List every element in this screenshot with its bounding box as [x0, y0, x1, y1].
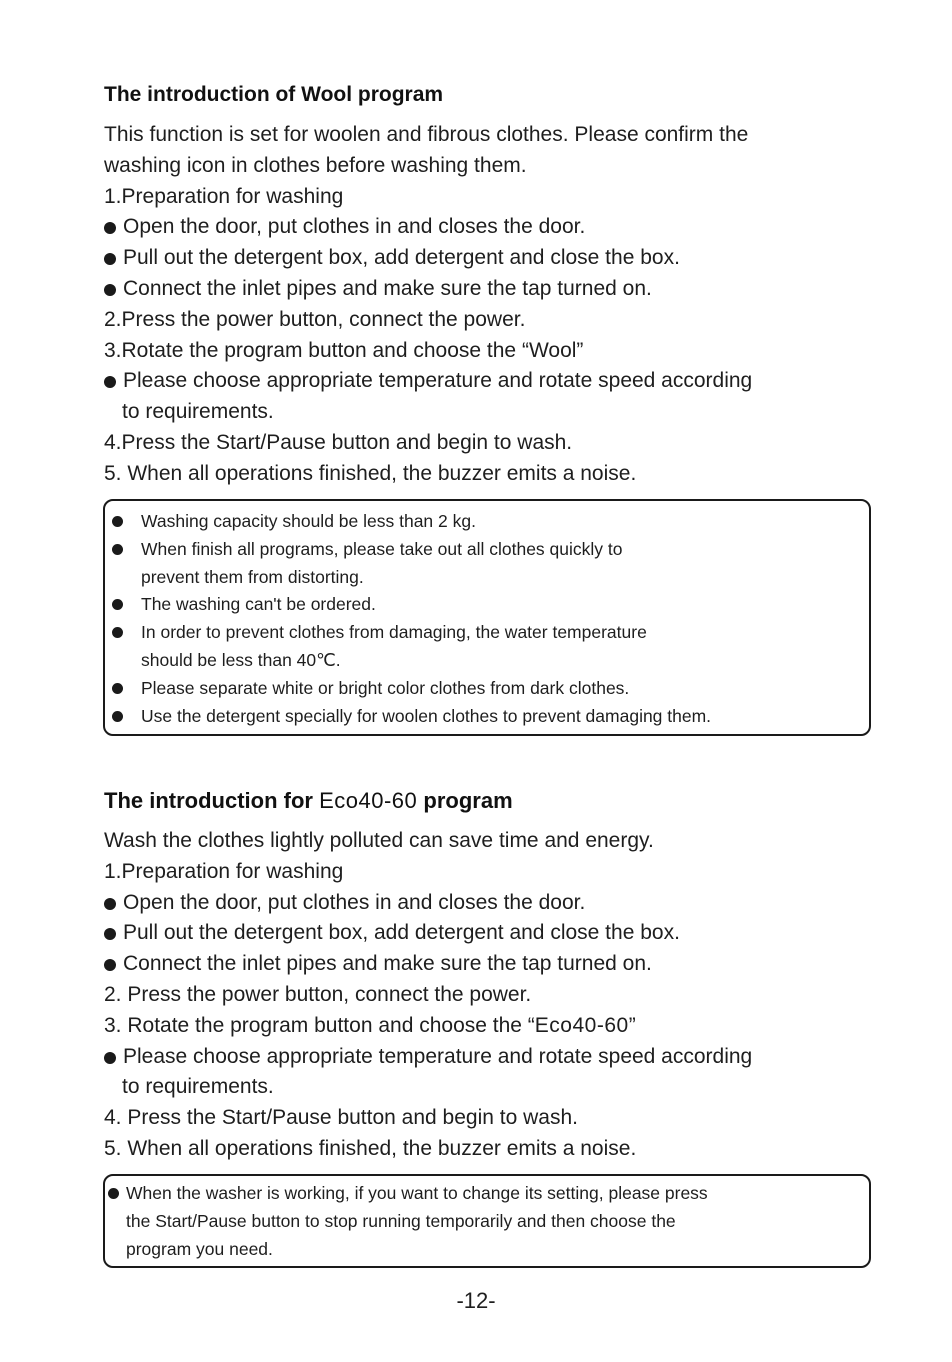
- eco-note-change-setting-cont-2: program you need.: [126, 1238, 273, 1259]
- wool-note-take-out: When finish all programs, please take out all clothes quickly to: [141, 536, 711, 564]
- eco-bullet-temperature-cont: to requirements.: [122, 1075, 274, 1099]
- eco-note-change-setting: When the washer is working, if you want to change its setting, please press: [108, 1180, 708, 1208]
- eco-notes-list: [108, 1180, 708, 1263]
- wool-note-detergent: Use the detergent specially for woolen clothes to prevent damaging them.: [141, 703, 711, 731]
- wool-note-separate: Please separate white or bright color clothes from dark clothes.: [141, 675, 711, 703]
- wool-bullet-temperature: Please choose appropriate temperature and rotate speed according: [104, 366, 752, 397]
- eco-instructions: [104, 826, 752, 1165]
- eco-step-3-text: 3. Rotate the program button and choose the “: [104, 1013, 535, 1037]
- page-number: -12-: [456, 1288, 496, 1313]
- wool-intro-line-2: washing icon in clothes before washing them.: [104, 153, 527, 177]
- wool-step-4: 4.Press the Start/Pause button and begin to wash.: [104, 430, 573, 454]
- eco-step-4: 4. Press the Start/Pause button and begin to wash.: [104, 1106, 578, 1130]
- wool-bullet-detergent: Pull out the detergent box, add detergent and close the box.: [104, 243, 752, 274]
- eco-step-3-close: ”: [628, 1013, 636, 1037]
- wool-step-1: 1.Preparation for washing: [104, 184, 344, 208]
- eco-bullet-temperature: Please choose appropriate temperature and rotate speed according: [104, 1042, 752, 1073]
- wool-bullet-temperature-cont: to requirements.: [122, 400, 274, 424]
- eco-bullet-inlet-pipes: Connect the inlet pipes and make sure the tap turned on.: [104, 949, 752, 980]
- wool-note-take-out-cont: prevent them from distorting.: [141, 566, 364, 587]
- eco-step-2: 2. Press the power button, connect the power.: [104, 982, 532, 1006]
- wool-note-capacity: Washing capacity should be less than 2 kg.: [141, 508, 711, 536]
- eco-heading: [104, 788, 513, 814]
- wool-step-2: 2.Press the power button, connect the power.: [104, 307, 526, 331]
- eco-step-3: [104, 1011, 752, 1042]
- wool-note-temperature-cont: should be less than 40℃.: [141, 649, 341, 670]
- wool-instructions: [104, 120, 752, 490]
- eco-intro-line: Wash the clothes lightly polluted can save time and energy.: [104, 829, 654, 852]
- eco-heading-pre: The introduction for: [104, 788, 320, 813]
- eco-step-3-program: Eco40-60: [534, 1013, 629, 1037]
- wool-note-temperature: In order to prevent clothes from damaging, the water temperature: [141, 619, 711, 647]
- wool-notes-list: [141, 508, 711, 730]
- eco-bullet-detergent: Pull out the detergent box, add detergent and close the box.: [104, 918, 752, 949]
- wool-heading: The introduction of Wool program: [104, 83, 444, 106]
- wool-step-3: 3.Rotate the program button and choose the “Wool”: [104, 338, 584, 362]
- wool-bullet-inlet-pipes: Connect the inlet pipes and make sure the tap turned on.: [104, 274, 752, 305]
- wool-step-5: 5. When all operations finished, the buzzer emits a noise.: [104, 461, 637, 485]
- eco-step-5: 5. When all operations finished, the buzzer emits a noise.: [104, 1136, 637, 1160]
- eco-note-change-setting-cont-1: the Start/Pause button to stop running temporarily and then choose the: [126, 1210, 676, 1231]
- eco-bullet-open-door: Open the door, put clothes in and closes the door.: [104, 888, 752, 919]
- eco-heading-post: program: [417, 788, 513, 813]
- wool-intro-line-1: This function is set for woolen and fibrous clothes. Please confirm the: [104, 123, 749, 146]
- wool-bullet-open-door: Open the door, put clothes in and closes the door.: [104, 212, 752, 243]
- eco-step-1: 1.Preparation for washing: [104, 859, 344, 883]
- wool-note-not-ordered: The washing can't be ordered.: [141, 591, 711, 619]
- eco-heading-program: Eco40-60: [319, 788, 418, 813]
